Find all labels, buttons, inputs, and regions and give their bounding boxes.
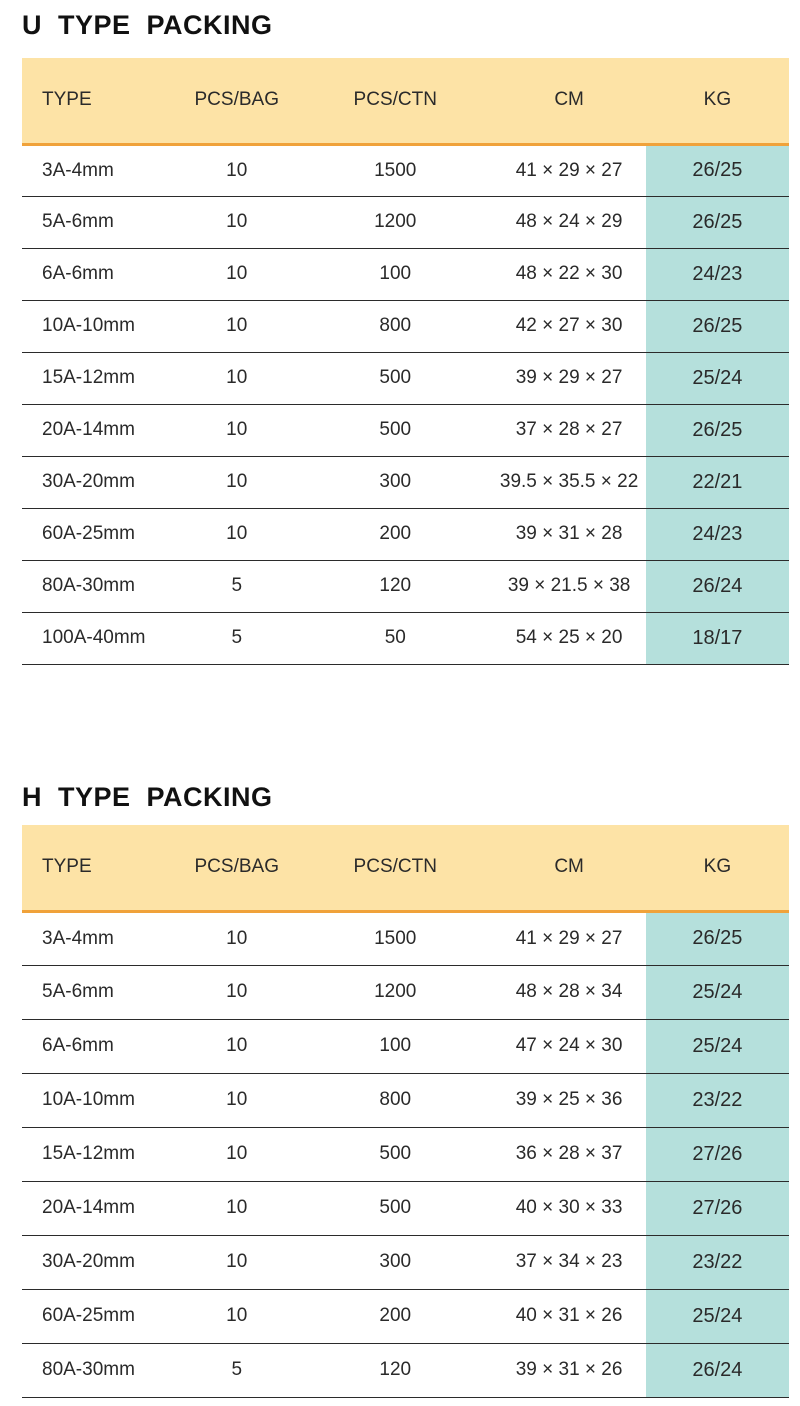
cell-pcs-bag: 10 bbox=[175, 1127, 298, 1181]
cell-kg: 26/25 bbox=[646, 300, 789, 352]
cell-kg: 24/23 bbox=[646, 508, 789, 560]
table-row bbox=[22, 1289, 789, 1343]
cell-cm: 42 × 27 × 30 bbox=[492, 300, 645, 352]
cell-kg: 26/25 bbox=[646, 911, 789, 965]
cell-pcs-ctn: 300 bbox=[298, 1235, 492, 1289]
cell-type: 10A-10mm bbox=[22, 300, 175, 352]
cell-cm: 54 × 25 × 20 bbox=[492, 612, 645, 664]
cell-cm: 40 × 31 × 26 bbox=[492, 1289, 645, 1343]
cell-cm: 40 × 30 × 33 bbox=[492, 1181, 645, 1235]
cell-type: 3A-4mm bbox=[22, 144, 175, 196]
cell-pcs-ctn: 500 bbox=[298, 1181, 492, 1235]
cell-kg: 24/23 bbox=[646, 248, 789, 300]
cell-kg: 26/25 bbox=[646, 404, 789, 456]
cell-pcs-ctn: 500 bbox=[298, 404, 492, 456]
header-cm: CM bbox=[492, 58, 645, 144]
cell-cm: 39.5 × 35.5 × 22 bbox=[492, 456, 645, 508]
table-row bbox=[22, 300, 789, 352]
cell-pcs-bag: 10 bbox=[175, 508, 298, 560]
table-row bbox=[22, 1073, 789, 1127]
cell-type: 20A-14mm bbox=[22, 404, 175, 456]
cell-type: 5A-6mm bbox=[22, 196, 175, 248]
table-header-row bbox=[22, 825, 789, 911]
cell-pcs-ctn: 200 bbox=[298, 1289, 492, 1343]
table-row bbox=[22, 196, 789, 248]
cell-pcs-bag: 10 bbox=[175, 1289, 298, 1343]
cell-pcs-bag: 10 bbox=[175, 911, 298, 965]
cell-pcs-bag: 10 bbox=[175, 196, 298, 248]
cell-kg: 25/24 bbox=[646, 965, 789, 1019]
cell-cm: 39 × 31 × 28 bbox=[492, 508, 645, 560]
table-row bbox=[22, 612, 789, 664]
cell-pcs-ctn: 1500 bbox=[298, 911, 492, 965]
cell-type: 100A-40mm bbox=[22, 612, 175, 664]
header-pcs-bag: PCS/BAG bbox=[175, 825, 298, 911]
cell-cm: 37 × 34 × 23 bbox=[492, 1235, 645, 1289]
cell-pcs-bag: 5 bbox=[175, 612, 298, 664]
h-type-packing-table bbox=[22, 825, 789, 1398]
cell-type: 6A-6mm bbox=[22, 1019, 175, 1073]
cell-kg: 23/22 bbox=[646, 1073, 789, 1127]
cell-pcs-ctn: 800 bbox=[298, 1073, 492, 1127]
header-type: TYPE bbox=[22, 825, 175, 911]
cell-type: 30A-20mm bbox=[22, 1235, 175, 1289]
cell-pcs-bag: 10 bbox=[175, 456, 298, 508]
header-pcs-bag: PCS/BAG bbox=[175, 58, 298, 144]
u-type-packing-title: U TYPE PACKING bbox=[22, 10, 273, 40]
cell-pcs-ctn: 300 bbox=[298, 456, 492, 508]
table-row bbox=[22, 1343, 789, 1397]
cell-kg: 26/25 bbox=[646, 196, 789, 248]
cell-type: 6A-6mm bbox=[22, 248, 175, 300]
cell-pcs-ctn: 50 bbox=[298, 612, 492, 664]
cell-pcs-bag: 10 bbox=[175, 300, 298, 352]
cell-pcs-ctn: 1200 bbox=[298, 196, 492, 248]
cell-kg: 25/24 bbox=[646, 1289, 789, 1343]
table-row bbox=[22, 1019, 789, 1073]
cell-cm: 39 × 31 × 26 bbox=[492, 1343, 645, 1397]
cell-kg: 26/24 bbox=[646, 1343, 789, 1397]
cell-pcs-ctn: 800 bbox=[298, 300, 492, 352]
table-row bbox=[22, 248, 789, 300]
cell-kg: 27/26 bbox=[646, 1127, 789, 1181]
cell-type: 10A-10mm bbox=[22, 1073, 175, 1127]
cell-pcs-ctn: 100 bbox=[298, 248, 492, 300]
cell-pcs-ctn: 1200 bbox=[298, 965, 492, 1019]
u-type-packing-table bbox=[22, 58, 789, 665]
header-pcs-ctn: PCS/CTN bbox=[298, 58, 492, 144]
cell-kg: 25/24 bbox=[646, 352, 789, 404]
cell-cm: 47 × 24 × 30 bbox=[492, 1019, 645, 1073]
cell-kg: 27/26 bbox=[646, 1181, 789, 1235]
cell-pcs-bag: 10 bbox=[175, 352, 298, 404]
cell-type: 3A-4mm bbox=[22, 911, 175, 965]
cell-pcs-ctn: 500 bbox=[298, 1127, 492, 1181]
cell-pcs-bag: 10 bbox=[175, 1235, 298, 1289]
table-row bbox=[22, 560, 789, 612]
table-row bbox=[22, 352, 789, 404]
header-pcs-ctn: PCS/CTN bbox=[298, 825, 492, 911]
cell-cm: 37 × 28 × 27 bbox=[492, 404, 645, 456]
h-type-packing-title: H TYPE PACKING bbox=[22, 782, 273, 812]
cell-pcs-bag: 5 bbox=[175, 560, 298, 612]
cell-kg: 23/22 bbox=[646, 1235, 789, 1289]
table-row bbox=[22, 508, 789, 560]
cell-cm: 39 × 21.5 × 38 bbox=[492, 560, 645, 612]
cell-type: 80A-30mm bbox=[22, 1343, 175, 1397]
cell-pcs-bag: 10 bbox=[175, 248, 298, 300]
cell-type: 60A-25mm bbox=[22, 1289, 175, 1343]
cell-cm: 41 × 29 × 27 bbox=[492, 144, 645, 196]
cell-type: 15A-12mm bbox=[22, 1127, 175, 1181]
cell-type: 30A-20mm bbox=[22, 456, 175, 508]
cell-kg: 26/24 bbox=[646, 560, 789, 612]
table-header-row bbox=[22, 58, 789, 144]
cell-kg: 26/25 bbox=[646, 144, 789, 196]
cell-type: 15A-12mm bbox=[22, 352, 175, 404]
cell-cm: 48 × 24 × 29 bbox=[492, 196, 645, 248]
cell-pcs-ctn: 100 bbox=[298, 1019, 492, 1073]
header-kg: KG bbox=[646, 58, 789, 144]
cell-pcs-ctn: 200 bbox=[298, 508, 492, 560]
cell-cm: 48 × 22 × 30 bbox=[492, 248, 645, 300]
table-row bbox=[22, 1127, 789, 1181]
cell-cm: 36 × 28 × 37 bbox=[492, 1127, 645, 1181]
cell-kg: 22/21 bbox=[646, 456, 789, 508]
cell-type: 60A-25mm bbox=[22, 508, 175, 560]
cell-pcs-bag: 10 bbox=[175, 144, 298, 196]
cell-pcs-bag: 10 bbox=[175, 1181, 298, 1235]
cell-pcs-bag: 10 bbox=[175, 404, 298, 456]
table-row bbox=[22, 965, 789, 1019]
cell-pcs-bag: 5 bbox=[175, 1343, 298, 1397]
table-row bbox=[22, 911, 789, 965]
cell-pcs-ctn: 120 bbox=[298, 560, 492, 612]
cell-type: 20A-14mm bbox=[22, 1181, 175, 1235]
cell-cm: 39 × 29 × 27 bbox=[492, 352, 645, 404]
cell-cm: 41 × 29 × 27 bbox=[492, 911, 645, 965]
cell-kg: 18/17 bbox=[646, 612, 789, 664]
table-row bbox=[22, 404, 789, 456]
header-cm: CM bbox=[492, 825, 645, 911]
table-row bbox=[22, 144, 789, 196]
header-type: TYPE bbox=[22, 58, 175, 144]
cell-pcs-bag: 10 bbox=[175, 1019, 298, 1073]
table-row bbox=[22, 456, 789, 508]
cell-pcs-ctn: 1500 bbox=[298, 144, 492, 196]
cell-pcs-bag: 10 bbox=[175, 965, 298, 1019]
cell-pcs-bag: 10 bbox=[175, 1073, 298, 1127]
cell-cm: 48 × 28 × 34 bbox=[492, 965, 645, 1019]
cell-pcs-ctn: 500 bbox=[298, 352, 492, 404]
table-row bbox=[22, 1235, 789, 1289]
cell-kg: 25/24 bbox=[646, 1019, 789, 1073]
cell-cm: 39 × 25 × 36 bbox=[492, 1073, 645, 1127]
cell-type: 5A-6mm bbox=[22, 965, 175, 1019]
table-row bbox=[22, 1181, 789, 1235]
header-kg: KG bbox=[646, 825, 789, 911]
cell-pcs-ctn: 120 bbox=[298, 1343, 492, 1397]
cell-type: 80A-30mm bbox=[22, 560, 175, 612]
